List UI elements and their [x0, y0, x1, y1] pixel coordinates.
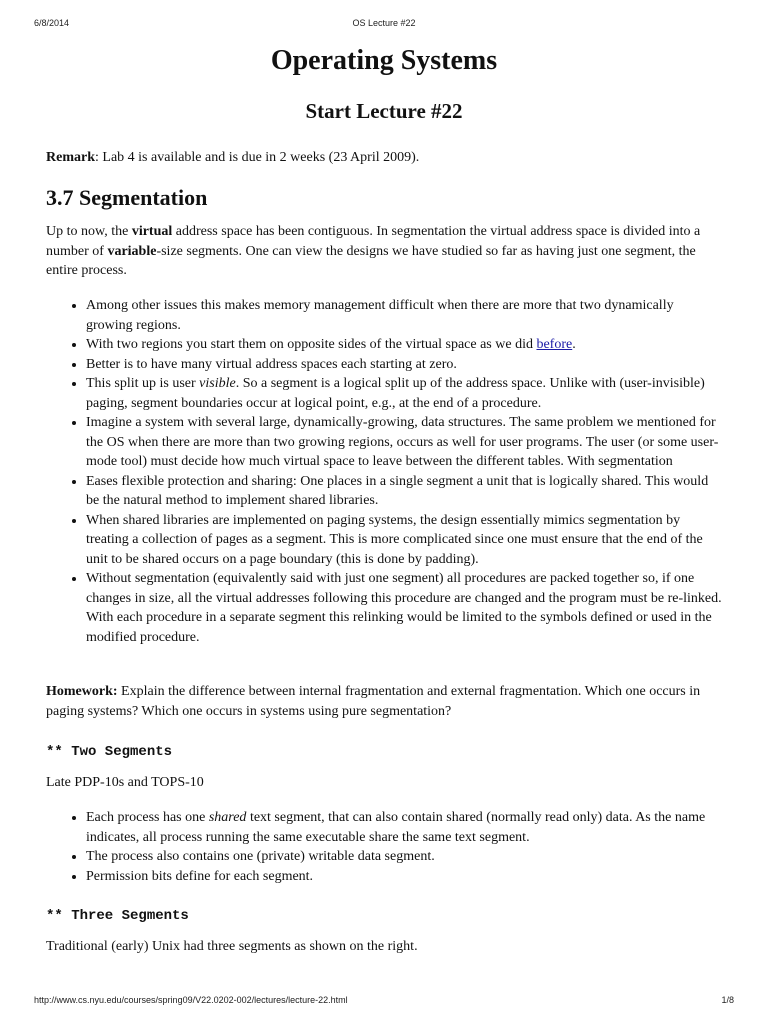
lecture-heading: Start Lecture #22 — [305, 99, 463, 123]
list-item: • Eases flexible protection and sharing: One places in a single segment a unit that is logically shared. This would be the natural method to implement shared libraries. — [86, 472, 722, 511]
print-date: 6/8/2014 — [34, 18, 70, 28]
intro-text-3: -size segments. One can view the designs we have studied so far as having just one segment, the entire process. — [46, 243, 696, 278]
list-item: • Without segmentation (equivalently said with just one segment) all procedures are packed together so, if one changes in size, all the virtual addresses following this procedure are changed and the program must be re-linked. With each procedure in a separate segment this relinking would be limited to the symbols defined or used in the modified procedure. — [86, 569, 722, 647]
list-item: • Permission bits define for each segment. — [86, 867, 722, 887]
print-page-title: OS Lecture #22 — [352, 18, 416, 28]
print-url: http://www.cs.nyu.edu/courses/spring09/V22.0202-002/lectures/lecture-22.html — [34, 995, 348, 1005]
list-item: • Among other issues this makes memory management difficult when there are more that two dynamically growing regions. — [86, 296, 722, 335]
intro-paragraph — [46, 222, 722, 281]
list-item-emphasis: shared — [208, 810, 247, 825]
homework-text: Explain the difference between internal fragmentation and external fragmentation. Which one occurs in paging systems? Which one occurs in systems using pure segmentation? — [46, 684, 701, 719]
list-item-text: Each process has one — [86, 810, 209, 825]
two-segments-intro: Late PDP-10s and TOPS-10 — [46, 775, 204, 790]
before-link[interactable]: before — [536, 337, 573, 352]
remark-paragraph — [46, 148, 722, 168]
list-item-text: . — [572, 337, 576, 352]
list-item-text: This split up is user — [86, 376, 200, 391]
print-header — [34, 17, 734, 29]
list-item-text: . So a segment is a logical split up of the address space. Unlike with (user-invisible) paging, segment boundaries occur at logical point, e.g., at the end of a procedure. — [86, 376, 705, 411]
list-item-text: With two regions you start them on opposite sides of the virtual space as we did — [86, 337, 537, 352]
three-segments-heading: ** Three Segments — [46, 908, 189, 924]
print-page-number: 1/8 — [721, 995, 734, 1005]
remark-text: : Lab 4 is available and is due in 2 weeks (23 April 2009). — [95, 150, 420, 165]
list-item — [86, 374, 722, 413]
remark-label: Remark — [46, 150, 95, 165]
list-item: • The process also contains one (private) writable data segment. — [86, 847, 722, 867]
homework-paragraph — [46, 682, 722, 721]
list-item: • When shared libraries are implemented on paging systems, the design essentially mimics segmentation by treating a collection of pages as a segment. This is more complicated since one must ensure that the end of the unit to be shared occurs on a page boundary (this is done by padding). — [86, 511, 722, 570]
list-item-emphasis: visible — [199, 376, 236, 391]
document-title: Operating Systems — [270, 45, 498, 76]
intro-text-1: Up to now, the — [46, 224, 132, 239]
two-segments-heading: ** Two Segments — [46, 744, 173, 760]
intro-text-2: address space has been contiguous. In segmentation the virtual address space is divided into a number of — [46, 224, 701, 259]
list-item — [86, 335, 722, 355]
list-item-text: text segment, that can also contain shared (normally read only) data. As the name indicates, all process running the same executable share the same text segment. — [86, 810, 706, 845]
list-item — [86, 808, 722, 847]
print-footer — [34, 994, 734, 1006]
list-item: • Imagine a system with several large, dynamically-growing, data structures. The same problem we mentioned for the OS when there are more than two growing regions, occurs as well for user programs. The user (or some user-mode tool) must decide how much virtual space to leave between the different tables. With segmentation — [86, 413, 722, 472]
intro-bold-virtual: virtual — [131, 224, 173, 239]
two-segments-bullet-list — [46, 808, 722, 886]
segmentation-bullet-list — [46, 296, 722, 647]
list-item: • Better is to have many virtual address spaces each starting at zero. — [86, 355, 722, 375]
three-segments-intro: Traditional (early) Unix had three segments as shown on the right. — [46, 939, 418, 954]
homework-label: Homework: — [46, 684, 118, 699]
intro-bold-variable: variable — [107, 243, 157, 259]
section-heading: 3.7 Segmentation — [46, 185, 208, 210]
